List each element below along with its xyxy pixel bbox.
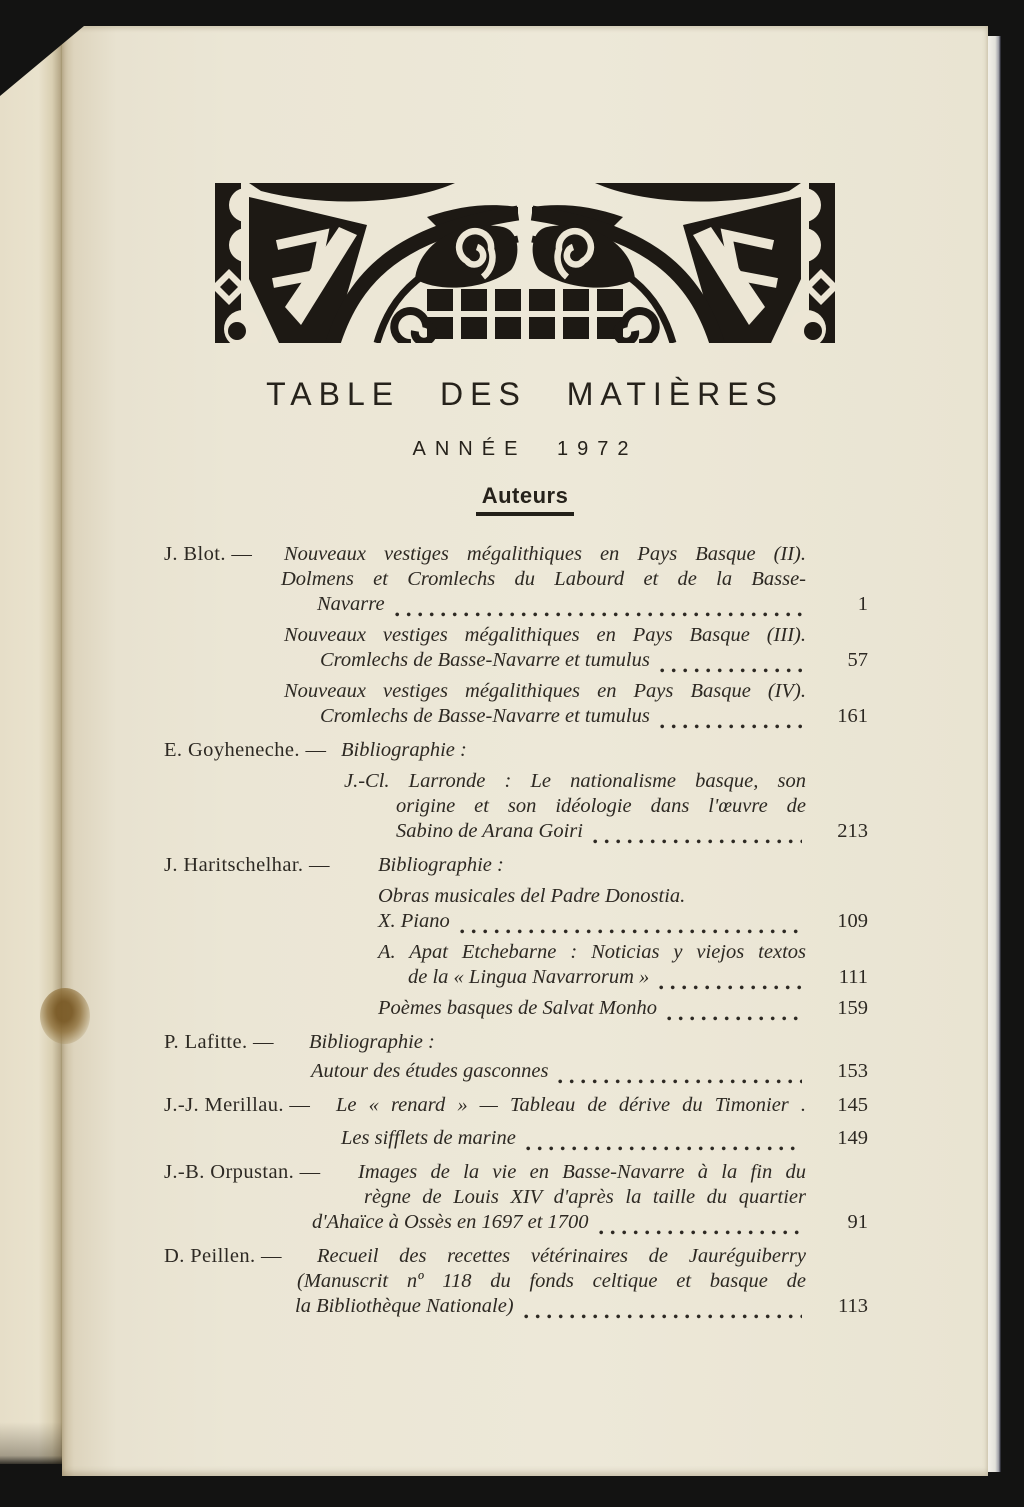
toc-line <box>164 769 868 794</box>
dot-leader <box>593 839 802 844</box>
toc-line <box>164 1185 868 1210</box>
dot-leader <box>660 724 802 729</box>
toc-entry <box>164 1160 868 1235</box>
dot-leader <box>395 612 802 617</box>
toc-line <box>164 965 868 990</box>
page-number: 213 <box>837 820 868 842</box>
section-heading: Auteurs <box>476 483 575 516</box>
toc-entry <box>164 853 868 1021</box>
dot-leader <box>667 1016 802 1021</box>
toc-author: E. Goyheneche. — <box>164 739 327 761</box>
toc-line <box>164 1093 868 1118</box>
page-fore-edge <box>988 36 1001 1472</box>
toc-title-line: Images de la vie en Basse-Navarre à la fin du <box>358 1161 806 1183</box>
toc-entry <box>164 1244 868 1319</box>
toc-line <box>164 567 868 592</box>
toc-title-line: (Manuscrit nº 118 du fonds celtique et basque de <box>297 1270 806 1292</box>
page-number: 1 <box>857 593 868 615</box>
toc-author: P. Lafitte. — <box>164 1031 274 1053</box>
toc-title-line: Nouveaux vestiges mégalithiques en Pays Basque (II). <box>284 543 806 565</box>
toc-title-line: Autour des études gasconnes <box>311 1060 549 1082</box>
toc-title-line: Recueil des recettes vétérinaires de Jauréguiberry <box>317 1245 806 1267</box>
page-number: 159 <box>837 997 868 1019</box>
toc-title-line: J.-Cl. Larronde : Le nationalisme basque, son <box>344 770 806 792</box>
toc-title-line: règne de Louis XIV d'après la taille du quartier <box>364 1186 806 1208</box>
toc-title-line: Le « renard » — Tableau de dérive du Timonier . <box>336 1094 806 1116</box>
toc-line <box>164 1160 868 1185</box>
page-number: 111 <box>838 966 868 988</box>
page-number: 149 <box>837 1127 868 1149</box>
toc-line <box>164 1126 868 1151</box>
toc-line <box>164 623 868 648</box>
toc-title-line: Bibliographie : <box>341 739 467 761</box>
toc-author: J. Haritschelhar. — <box>164 854 330 876</box>
toc-entry <box>164 1093 868 1151</box>
toc-title-line: Cromlechs de Basse-Navarre et tumulus <box>320 705 650 727</box>
toc-author: D. Peillen. — <box>164 1245 282 1267</box>
toc-author: J.-B. Orpustan. — <box>164 1161 321 1183</box>
page-number: 91 <box>847 1211 868 1233</box>
toc-title-line: Bibliographie : <box>309 1031 435 1053</box>
toc-title-line: de la « Lingua Navarrorum » <box>408 966 650 988</box>
toc-title-line: Poèmes basques de Salvat Monho <box>378 997 657 1019</box>
dot-leader <box>660 668 802 673</box>
toc-title-line: X. Piano <box>378 910 450 932</box>
page-subtitle: ANNÉE 1972 <box>412 438 638 460</box>
toc-entry <box>164 1030 868 1084</box>
toc-line <box>164 679 868 704</box>
toc-line <box>164 1059 868 1084</box>
toc-line <box>164 853 868 878</box>
toc-line <box>164 1030 868 1055</box>
toc-title-line: Dolmens et Cromlechs du Labourd et de la Basse- <box>281 568 806 590</box>
toc-line <box>164 738 868 763</box>
page-number: 113 <box>838 1295 868 1317</box>
toc-line <box>164 909 868 934</box>
toc-line <box>164 542 868 567</box>
toc-entry <box>164 542 868 729</box>
toc-line <box>164 704 868 729</box>
dot-leader <box>558 1079 802 1084</box>
page-number: 153 <box>837 1060 868 1082</box>
toc-line <box>164 1269 868 1294</box>
toc-line <box>164 592 868 617</box>
toc-author: J. Blot. — <box>164 543 253 565</box>
dot-leader <box>599 1230 802 1235</box>
toc-line <box>164 819 868 844</box>
table-of-contents <box>164 542 868 1319</box>
dot-leader <box>460 929 802 934</box>
toc-title-line: origine et son idéologie dans l'œuvre de <box>396 795 806 817</box>
toc-title-line: Nouveaux vestiges mégalithiques en Pays Basque (III). <box>284 624 806 646</box>
page-number: 57 <box>847 649 868 671</box>
toc-title-line: Les sifflets de marine <box>341 1127 516 1149</box>
toc-line <box>164 940 868 965</box>
toc-line <box>164 648 868 673</box>
toc-author: J.-J. Merillau. — <box>164 1094 311 1116</box>
dot-leader <box>526 1146 802 1151</box>
toc-entry <box>164 738 868 844</box>
book-page <box>62 26 988 1476</box>
dot-leader <box>659 985 802 990</box>
toc-title-line: la Bibliothèque Nationale) <box>295 1295 514 1317</box>
toc-title-line: Nouveaux vestiges mégalithiques en Pays Basque (IV). <box>284 680 806 702</box>
basque-ornament-graphic <box>215 183 835 343</box>
toc-title-line: Navarre <box>317 593 385 615</box>
toc-title-line: Bibliographie : <box>378 854 504 876</box>
toc-line <box>164 794 868 819</box>
toc-line <box>164 884 868 909</box>
toc-title-line: A. Apat Etchebarne : Noticias y viejos textos <box>378 941 806 963</box>
toc-line <box>164 1294 868 1319</box>
toc-line <box>164 1210 868 1235</box>
toc-line <box>164 996 868 1021</box>
paper-stain <box>40 988 90 1044</box>
previous-page-edge <box>0 30 62 1464</box>
dot-leader <box>524 1314 802 1319</box>
toc-title-line: Obras musicales del Padre Donostia. <box>378 885 686 907</box>
page-number: 161 <box>837 705 868 727</box>
toc-line <box>164 1244 868 1269</box>
toc-title-line: Sabino de Arana Goiri <box>396 820 583 842</box>
page-title: TABLE DES MATIÈRES <box>266 376 784 412</box>
toc-title-line: d'Ahaïce à Ossès en 1697 et 1700 <box>312 1211 589 1233</box>
toc-title-line: Cromlechs de Basse-Navarre et tumulus <box>320 649 650 671</box>
page-number: 109 <box>837 910 868 932</box>
page-number: 145 <box>837 1094 868 1116</box>
